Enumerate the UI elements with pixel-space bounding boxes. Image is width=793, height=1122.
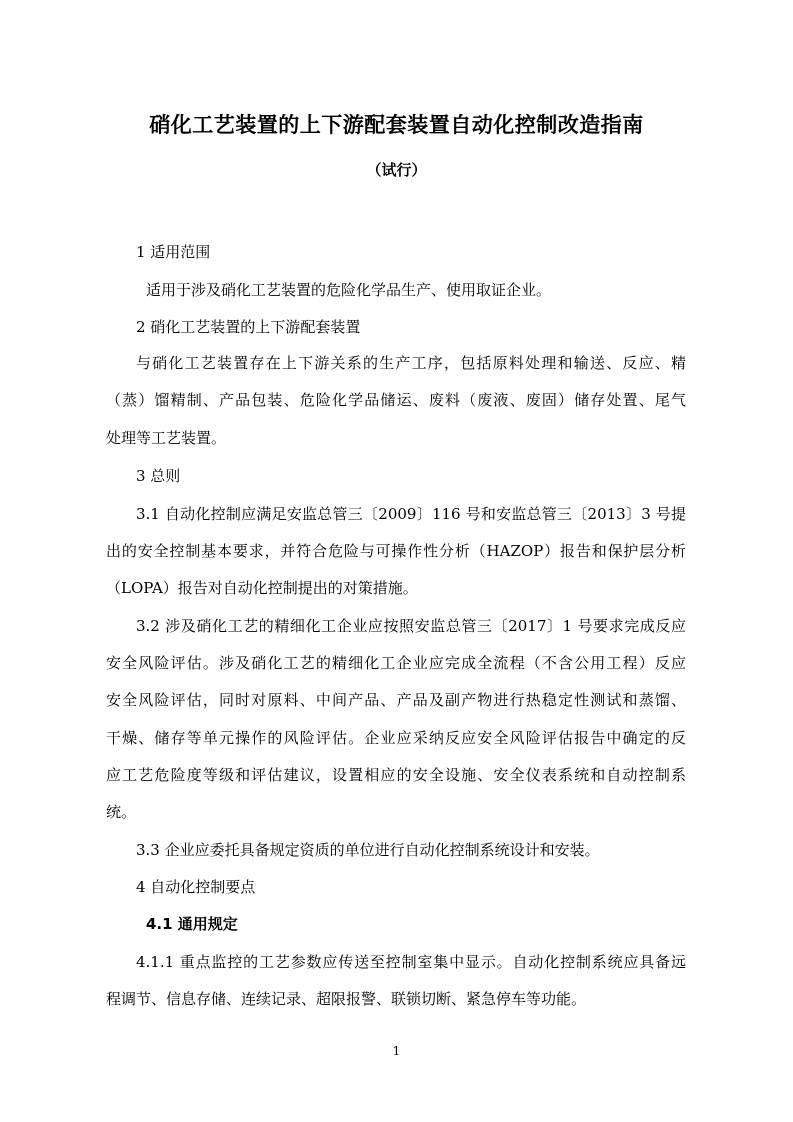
paragraph-line: 安全风险评估。涉及硝化工艺的精细化工企业应完成全流程（不含公用工程）反应 <box>106 654 686 672</box>
paragraph-line: 安全风险评估，同时对原料、中间产品、产品及副产物进行热稳定性测试和蒸馏、 <box>106 691 686 709</box>
paragraph-line: 3.2 涉及硝化工艺的精细化工企业应按照安监总管三〔2017〕1 号要求完成反应 <box>136 617 686 635</box>
subsection-heading-4-1: 4.1 通用规定 <box>146 915 238 933</box>
page-number: 1 <box>392 1044 401 1058</box>
section-heading-1: 1 适用范围 <box>136 243 211 261</box>
paragraph-line: 与硝化工艺装置存在上下游关系的生产工序，包括原料处理和输送、反应、精 <box>136 354 686 372</box>
document-title: 硝化工艺装置的上下游配套装置自动化控制改造指南 <box>149 113 644 137</box>
paragraph-line: 3.1 自动化控制应满足安监总管三〔2009〕116 号和安监总管三〔2013〕3 号提 <box>136 505 686 523</box>
paragraph-line: 干燥、储存等单元操作的风险评估。企业应采纳反应安全风险评估报告中确定的反 <box>106 729 686 747</box>
paragraph-line: 处理等工艺装置。 <box>106 429 227 447</box>
section-heading-4: 4 自动化控制要点 <box>136 878 256 896</box>
paragraph-line: 统。 <box>106 803 137 821</box>
paragraph-line: 3.3 企业应委托具备规定资质的单位进行自动化控制系统设计和安装。 <box>136 841 600 859</box>
paragraph-line: （LOPA）报告对自动化控制提出的对策措施。 <box>106 579 418 597</box>
paragraph-line: 适用于涉及硝化工艺装置的危险化学品生产、使用取证企业。 <box>146 281 552 299</box>
paragraph-line: 4.1.1 重点监控的工艺参数应传送至控制室集中显示。自动化控制系统应具备远 <box>136 953 686 971</box>
paragraph-line: 出的安全控制基本要求，并符合危险与可操作性分析（HAZOP）报告和保护层分析 <box>106 542 686 560</box>
document-subtitle: （试行） <box>366 161 427 179</box>
paragraph-line: 程调节、信息存储、连续记录、超限报警、联锁切断、紧急停车等功能。 <box>106 990 587 1008</box>
section-heading-2: 2 硝化工艺装置的上下游配套装置 <box>136 318 361 336</box>
paragraph-line: （蒸）馏精制、产品包装、危险化学品储运、废料（废液、废固）储存处置、尾气 <box>106 391 686 409</box>
section-heading-3: 3 总则 <box>136 467 181 485</box>
paragraph-line: 应工艺危险度等级和评估建议，设置相应的安全设施、安全仪表系统和自动控制系 <box>106 766 686 784</box>
